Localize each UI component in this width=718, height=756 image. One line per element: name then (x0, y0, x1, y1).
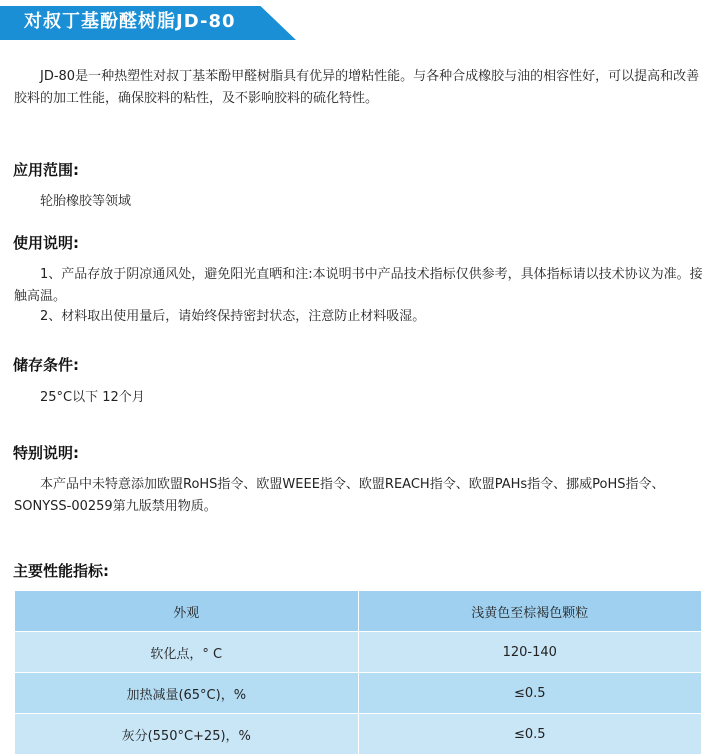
special-heading: 特别说明: (13, 444, 79, 462)
intro-paragraph: JD-80是一种热塑性对叔丁基苯酚甲醛树脂具有优异的增粘性能。与各种合成橡胶与油的相容性好，可以提高和改善胶料的加工性能，确保胶料的粘性，及不影响胶料的硫化特性。 (14, 69, 700, 106)
spec-table (14, 590, 702, 755)
spec-value-cell: 浅黄色至棕褐色颗粒 (358, 591, 702, 632)
spec-value-cell: ≤0.5 (358, 673, 702, 714)
special-text: 本产品中未特意添加欧盟RoHS指令、欧盟WEEE指令、欧盟REACH指令、欧盟PAHs指令、挪威PoHS指令、SONYSS-00259第九版禁用物质。 (14, 477, 665, 514)
specs-heading: 主要性能指标: (13, 562, 109, 580)
usage-item-2: 2、材料取出使用量后，请始终保持密封状态，注意防止材料吸湿。 (40, 309, 426, 324)
application-heading: 应用范围: (13, 161, 79, 179)
storage-heading: 储存条件: (13, 356, 79, 374)
page-title: 对叔丁基酚醛树脂JD-80 (24, 11, 236, 32)
table-row (15, 632, 702, 673)
spec-name-cell: 加热减量(65°C)，% (15, 673, 359, 714)
table-row (15, 714, 702, 755)
usage-heading: 使用说明: (13, 234, 79, 252)
spec-name-cell: 灰分(550°C+25)，% (15, 714, 359, 755)
spec-value-cell: ≤0.5 (358, 714, 702, 755)
table-row (15, 591, 702, 632)
storage-text: 25°C以下 12个月 (40, 390, 145, 405)
spec-value-cell: 120-140 (358, 632, 702, 673)
application-text: 轮胎橡胶等领域 (40, 194, 132, 209)
spec-name-cell: 外观 (15, 591, 359, 632)
spec-name-cell: 软化点，° C (15, 632, 359, 673)
usage-item-1: 1、产品存放于阴凉通风处，避免阳光直晒和注:本说明书中产品技术指标仅供参考，具体指标请以技术协议为准。接触高温。 (14, 267, 703, 304)
table-row (15, 673, 702, 714)
